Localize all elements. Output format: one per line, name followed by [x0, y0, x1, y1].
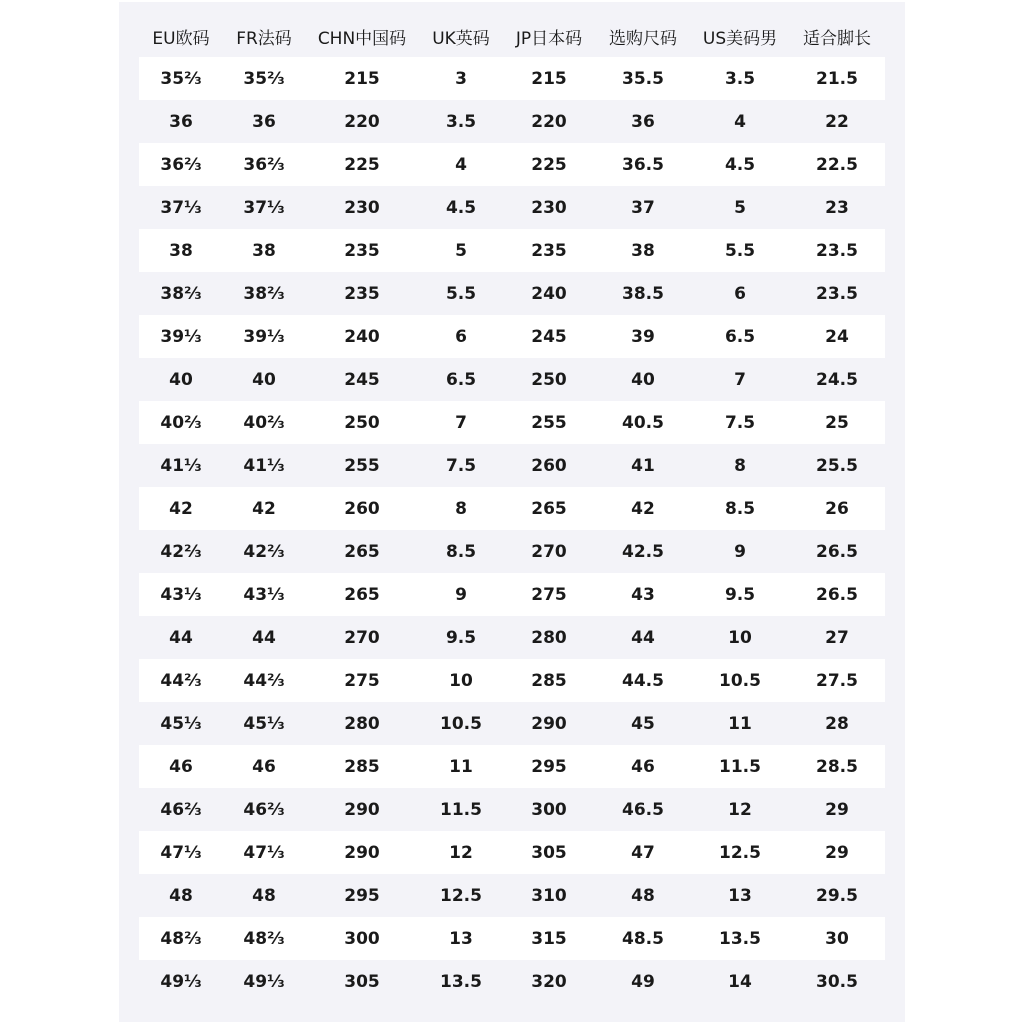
header-jp: JP日本码: [515, 28, 583, 49]
cell-jp: 295: [531, 756, 567, 777]
cell-eu: 36⅔: [160, 154, 202, 175]
cell-chn: 240: [344, 326, 380, 347]
cell-uk: 11.5: [440, 799, 482, 820]
cell-eu: 44: [169, 627, 193, 648]
cell-us-men: 9.5: [724, 584, 756, 605]
cell-us-men: 7: [734, 369, 746, 390]
cell-fr: 49⅓: [243, 971, 285, 992]
cell-jp: 320: [531, 971, 567, 992]
cell-chn: 300: [344, 928, 380, 949]
cell-chn: 225: [344, 154, 380, 175]
cell-chn: 230: [344, 197, 380, 218]
cell-chn: 265: [344, 584, 380, 605]
cell-us-men: 10.5: [719, 670, 761, 691]
cell-foot-length: 23.5: [816, 283, 858, 304]
cell-uk: 4.5: [445, 197, 477, 218]
cell-eu: 41⅓: [160, 455, 202, 476]
cell-uk: 5: [455, 240, 467, 261]
cell-fr: 41⅓: [243, 455, 285, 476]
cell-us-men: 4: [734, 111, 746, 132]
table-row: [139, 315, 885, 358]
cell-fr: 47⅓: [243, 842, 285, 863]
cell-uk: 8: [455, 498, 467, 519]
cell-chn: 250: [344, 412, 380, 433]
cell-purchase-size: 36: [631, 111, 655, 132]
cell-us-men: 11: [728, 713, 752, 734]
table-row: [139, 788, 885, 831]
cell-jp: 305: [531, 842, 567, 863]
cell-eu: 39⅓: [160, 326, 202, 347]
cell-purchase-size: 36.5: [622, 154, 664, 175]
cell-fr: 45⅓: [243, 713, 285, 734]
cell-jp: 230: [531, 197, 567, 218]
cell-foot-length: 30.5: [816, 971, 858, 992]
cell-fr: 40⅔: [243, 412, 285, 433]
cell-foot-length: 24.5: [816, 369, 858, 390]
cell-purchase-size: 38: [631, 240, 655, 261]
cell-foot-length: 22: [825, 111, 849, 132]
cell-us-men: 5.5: [724, 240, 756, 261]
cell-fr: 46⅔: [243, 799, 285, 820]
cell-jp: 265: [531, 498, 567, 519]
cell-fr: 38: [252, 240, 276, 261]
cell-us-men: 13: [728, 885, 752, 906]
cell-uk: 8.5: [445, 541, 477, 562]
cell-chn: 305: [344, 971, 380, 992]
cell-eu: 48: [169, 885, 193, 906]
header-chn: CHN中国码: [317, 28, 407, 49]
header-uk: UK英码: [432, 28, 490, 49]
cell-eu: 47⅓: [160, 842, 202, 863]
cell-chn: 270: [344, 627, 380, 648]
cell-uk: 11: [449, 756, 473, 777]
table-row: [139, 616, 885, 659]
cell-fr: 42⅔: [243, 541, 285, 562]
cell-jp: 290: [531, 713, 567, 734]
cell-purchase-size: 47: [631, 842, 655, 863]
cell-foot-length: 22.5: [816, 154, 858, 175]
cell-eu: 36: [169, 111, 193, 132]
cell-jp: 235: [531, 240, 567, 261]
table-row: [139, 444, 885, 487]
cell-eu: 38⅔: [160, 283, 202, 304]
cell-purchase-size: 41: [631, 455, 655, 476]
table-row: [139, 917, 885, 960]
cell-foot-length: 24: [825, 326, 849, 347]
cell-chn: 275: [344, 670, 380, 691]
cell-jp: 250: [531, 369, 567, 390]
cell-purchase-size: 46.5: [622, 799, 664, 820]
cell-eu: 49⅓: [160, 971, 202, 992]
cell-us-men: 9: [734, 541, 746, 562]
cell-us-men: 8.5: [724, 498, 756, 519]
cell-uk: 6: [455, 326, 467, 347]
cell-chn: 235: [344, 283, 380, 304]
cell-foot-length: 23: [825, 197, 849, 218]
cell-foot-length: 26: [825, 498, 849, 519]
cell-purchase-size: 48: [631, 885, 655, 906]
cell-fr: 48⅔: [243, 928, 285, 949]
table-row: [139, 745, 885, 788]
cell-fr: 39⅓: [243, 326, 285, 347]
cell-purchase-size: 40.5: [622, 412, 664, 433]
cell-uk: 7: [455, 412, 467, 433]
table-row: [139, 831, 885, 874]
cell-jp: 310: [531, 885, 567, 906]
cell-purchase-size: 48.5: [622, 928, 664, 949]
cell-fr: 40: [252, 369, 276, 390]
cell-chn: 280: [344, 713, 380, 734]
cell-fr: 42: [252, 498, 276, 519]
cell-purchase-size: 44: [631, 627, 655, 648]
cell-chn: 235: [344, 240, 380, 261]
cell-us-men: 3.5: [724, 68, 756, 89]
cell-jp: 270: [531, 541, 567, 562]
cell-jp: 245: [531, 326, 567, 347]
cell-foot-length: 21.5: [816, 68, 858, 89]
cell-jp: 260: [531, 455, 567, 476]
cell-purchase-size: 37: [631, 197, 655, 218]
cell-us-men: 14: [728, 971, 752, 992]
cell-us-men: 6.5: [724, 326, 756, 347]
table-row: [139, 573, 885, 616]
cell-fr: 36⅔: [243, 154, 285, 175]
cell-us-men: 6: [734, 283, 746, 304]
cell-chn: 290: [344, 799, 380, 820]
cell-foot-length: 30: [825, 928, 849, 949]
cell-eu: 35⅔: [160, 68, 202, 89]
cell-chn: 220: [344, 111, 380, 132]
cell-uk: 5.5: [445, 283, 477, 304]
cell-fr: 44⅔: [243, 670, 285, 691]
cell-eu: 40⅔: [160, 412, 202, 433]
cell-foot-length: 25: [825, 412, 849, 433]
cell-fr: 48: [252, 885, 276, 906]
cell-fr: 46: [252, 756, 276, 777]
cell-chn: 255: [344, 455, 380, 476]
header-us-men: US美码男: [702, 28, 778, 49]
cell-jp: 280: [531, 627, 567, 648]
cell-uk: 7.5: [445, 455, 477, 476]
cell-uk: 10: [449, 670, 473, 691]
cell-jp: 240: [531, 283, 567, 304]
table-header: [139, 16, 885, 56]
cell-uk: 13: [449, 928, 473, 949]
cell-us-men: 5: [734, 197, 746, 218]
header-foot-length: 适合脚长: [803, 28, 871, 49]
table-row: [139, 272, 885, 315]
cell-us-men: 11.5: [719, 756, 761, 777]
cell-purchase-size: 38.5: [622, 283, 664, 304]
cell-chn: 245: [344, 369, 380, 390]
table-row: [139, 487, 885, 530]
cell-foot-length: 27: [825, 627, 849, 648]
header-eu: EU欧码: [152, 28, 210, 49]
cell-purchase-size: 39: [631, 326, 655, 347]
cell-eu: 40: [169, 369, 193, 390]
cell-uk: 3.5: [445, 111, 477, 132]
cell-eu: 46⅔: [160, 799, 202, 820]
cell-eu: 38: [169, 240, 193, 261]
cell-us-men: 8: [734, 455, 746, 476]
cell-foot-length: 25.5: [816, 455, 858, 476]
cell-foot-length: 27.5: [816, 670, 858, 691]
cell-uk: 12.5: [440, 885, 482, 906]
cell-foot-length: 23.5: [816, 240, 858, 261]
table-row: [139, 186, 885, 229]
cell-uk: 9.5: [445, 627, 477, 648]
table-row: [139, 960, 885, 1003]
cell-uk: 9: [455, 584, 467, 605]
cell-eu: 46: [169, 756, 193, 777]
cell-jp: 275: [531, 584, 567, 605]
cell-us-men: 13.5: [719, 928, 761, 949]
cell-eu: 44⅔: [160, 670, 202, 691]
cell-foot-length: 28: [825, 713, 849, 734]
table-row: [139, 57, 885, 100]
cell-uk: 4: [455, 154, 467, 175]
cell-foot-length: 26.5: [816, 541, 858, 562]
cell-fr: 37⅓: [243, 197, 285, 218]
cell-purchase-size: 43: [631, 584, 655, 605]
table-row: [139, 874, 885, 917]
cell-fr: 44: [252, 627, 276, 648]
cell-foot-length: 26.5: [816, 584, 858, 605]
cell-jp: 315: [531, 928, 567, 949]
cell-fr: 35⅔: [243, 68, 285, 89]
cell-jp: 225: [531, 154, 567, 175]
cell-uk: 12: [449, 842, 473, 863]
cell-chn: 285: [344, 756, 380, 777]
table-row: [139, 530, 885, 573]
cell-us-men: 10: [728, 627, 752, 648]
table-row: [139, 143, 885, 186]
table-row: [139, 229, 885, 272]
cell-uk: 10.5: [440, 713, 482, 734]
cell-fr: 36: [252, 111, 276, 132]
cell-uk: 13.5: [440, 971, 482, 992]
cell-purchase-size: 49: [631, 971, 655, 992]
cell-purchase-size: 40: [631, 369, 655, 390]
cell-chn: 260: [344, 498, 380, 519]
cell-purchase-size: 42: [631, 498, 655, 519]
table-body: [139, 57, 885, 1003]
cell-eu: 42: [169, 498, 193, 519]
cell-jp: 215: [531, 68, 567, 89]
cell-foot-length: 29.5: [816, 885, 858, 906]
cell-eu: 42⅔: [160, 541, 202, 562]
cell-purchase-size: 35.5: [622, 68, 664, 89]
cell-us-men: 7.5: [724, 412, 756, 433]
cell-purchase-size: 42.5: [622, 541, 664, 562]
cell-fr: 38⅔: [243, 283, 285, 304]
cell-eu: 37⅓: [160, 197, 202, 218]
table-row: [139, 401, 885, 444]
cell-us-men: 12: [728, 799, 752, 820]
cell-uk: 3: [455, 68, 467, 89]
cell-jp: 220: [531, 111, 567, 132]
cell-jp: 255: [531, 412, 567, 433]
table-row: [139, 358, 885, 401]
cell-eu: 45⅓: [160, 713, 202, 734]
cell-foot-length: 29: [825, 842, 849, 863]
cell-us-men: 4.5: [724, 154, 756, 175]
cell-purchase-size: 46: [631, 756, 655, 777]
cell-chn: 290: [344, 842, 380, 863]
cell-purchase-size: 44.5: [622, 670, 664, 691]
table-row: [139, 100, 885, 143]
cell-foot-length: 28.5: [816, 756, 858, 777]
table-row: [139, 659, 885, 702]
size-chart-panel: [119, 2, 905, 1022]
cell-us-men: 12.5: [719, 842, 761, 863]
cell-uk: 6.5: [445, 369, 477, 390]
cell-purchase-size: 45: [631, 713, 655, 734]
cell-fr: 43⅓: [243, 584, 285, 605]
cell-eu: 43⅓: [160, 584, 202, 605]
cell-chn: 265: [344, 541, 380, 562]
cell-jp: 285: [531, 670, 567, 691]
cell-eu: 48⅔: [160, 928, 202, 949]
cell-chn: 215: [344, 68, 380, 89]
cell-chn: 295: [344, 885, 380, 906]
header-purchase-size: 选购尺码: [609, 28, 677, 49]
cell-foot-length: 29: [825, 799, 849, 820]
cell-jp: 300: [531, 799, 567, 820]
table-row: [139, 702, 885, 745]
header-fr: FR法码: [236, 28, 292, 49]
